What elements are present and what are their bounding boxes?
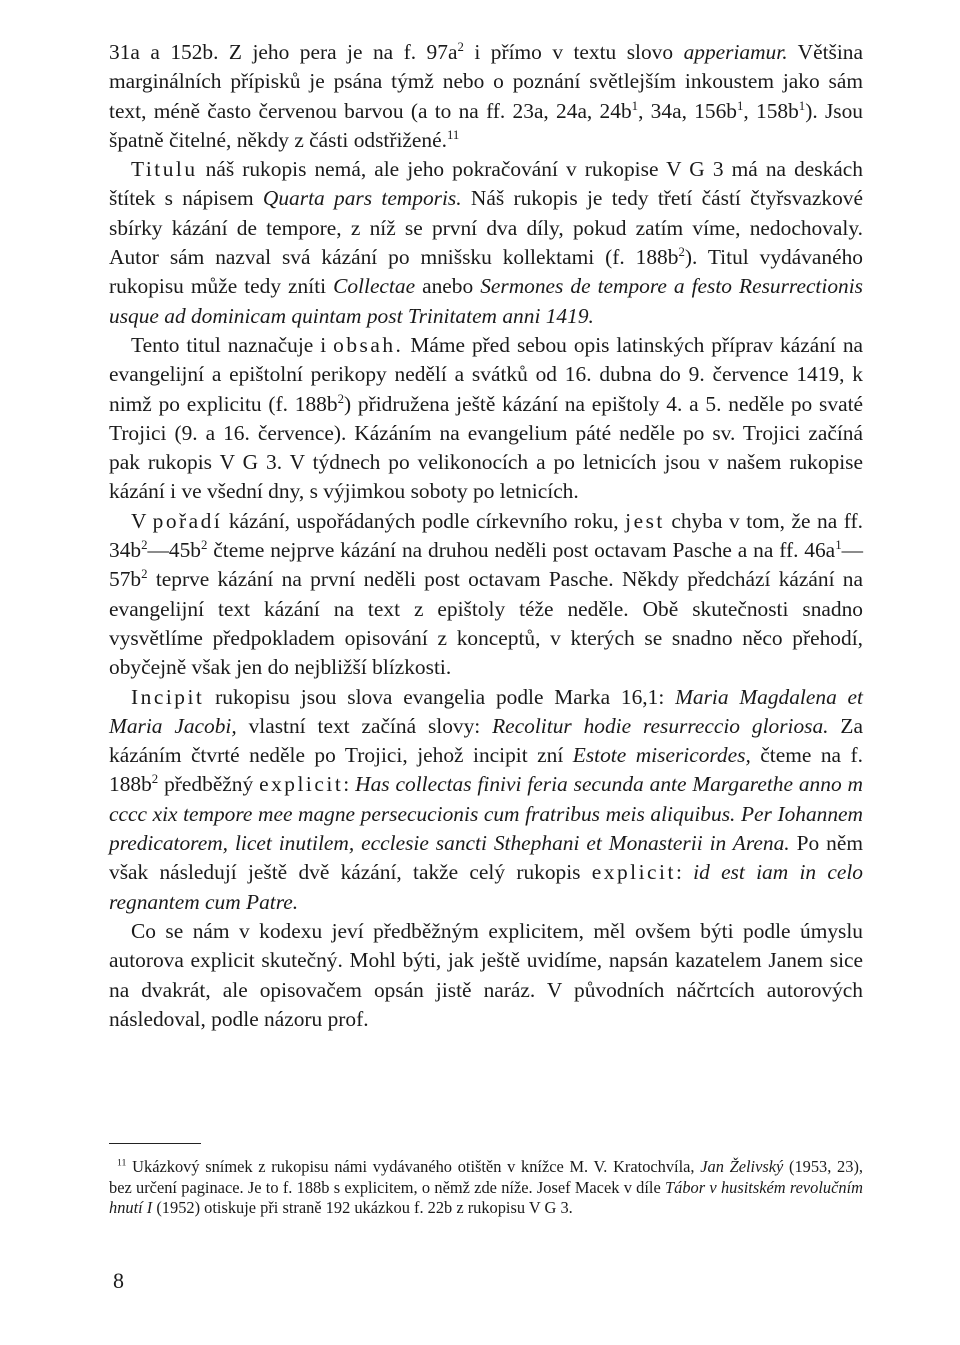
superscript: 2 <box>151 772 159 787</box>
spaced-text: Incipit <box>131 684 205 709</box>
text-run: rukopisu jsou slova evangelia podle Marka 16,1: <box>204 684 676 709</box>
superscript: 2 <box>201 537 208 552</box>
italic-text: Estote misericordes, <box>572 743 751 768</box>
text-run: , 34a, 156b <box>638 98 737 123</box>
italic-text: id est iam in celo regnantem cum Patre. <box>109 860 863 914</box>
paragraph-1 <box>109 38 863 155</box>
superscript: 2 <box>141 567 148 582</box>
paragraph-3 <box>109 331 863 507</box>
spaced-text: pořadí <box>152 508 223 533</box>
text-run: teprve kázání na první neděli post octavam Pasche. Někdy předchází kázání na evangelijní text kázání na text z epištoly téže neděle. Obě skutečnosti snadno vysvětlíme předpokladem opisování z konceptů, v kterých se snadno něco přehodí, obyčejně však jen do nejbližší blízkosti. <box>109 567 863 680</box>
text-run: Co se nám v kodexu jeví předběžným explicitem, měl ovšem býti podle úmyslu autorova explicit skutečný. Mohl býti, jak ještě uvidíme, napsán kazatelem Janem sice na dvakrát, ale opisovačem opsán jistě naráz. V původních náčrtcích autorových následoval, podle názoru prof. <box>109 918 863 1031</box>
text-run: chyba v tom, že na ff. 34b <box>109 508 863 563</box>
spaced-text: Titulu <box>131 157 198 182</box>
text-run: Tento titul naznačuje i <box>131 332 334 357</box>
text-run: , 158b <box>743 98 799 123</box>
text-run: Po něm však následují ještě dvě kázání, takže celý rukopis <box>109 831 863 885</box>
text-run: V <box>131 508 153 533</box>
main-text <box>109 38 863 1034</box>
paragraph-2 <box>109 155 863 331</box>
text-run: 31a a 152b. Z jeho pera je na f. 97a <box>109 40 458 64</box>
italic-text: Collectae <box>333 274 416 299</box>
text-run: náš rukopis nemá, ale jeho pokračování v rukopise V G 3 má na deskách štítek s nápisem <box>109 157 863 211</box>
footnote <box>109 1157 863 1219</box>
text-run: předběžný <box>158 772 260 797</box>
superscript: 2 <box>141 537 148 552</box>
text-run: vlastní text začíná slovy: <box>236 713 493 738</box>
text-run: ) přidružena ještě kázání na epištoly 4. a 5. neděle po svaté Trojici (9. a 16. července). Kázáním na evangelium páté neděle po sv. Trojici začíná pak rukopis V G 3. V týdnech po velikonocích a po letnicích jsou v našem rukopise kázání i ve všední dny, s výjimkou soboty po letnicích. <box>109 391 864 504</box>
text-run: —57b <box>109 538 863 592</box>
text-run: : <box>343 772 356 797</box>
italic-text: Maria Magdalena et Maria Jacobi, <box>109 684 863 738</box>
text-run: ). Titul vydávaného rukopisu může tedy zníti <box>109 245 863 299</box>
text-run: Náš rukopis je tedy třetí částí čtyřsvazkové sbírky kázání de tempore, z níž se první dva díly, pokud zatím víme, nedochovaly. Autor sám nazval svá kázání po mnišsku kollektami (f. 188b <box>109 186 863 270</box>
spaced-text: explicit <box>591 860 676 885</box>
superscript: 1 <box>631 98 639 113</box>
superscript: 11 <box>446 127 460 142</box>
text-run: Za kázáním čtvrté neděle po Trojici, jehož incipit zní <box>109 713 863 768</box>
paragraph-5 <box>109 683 863 917</box>
text-run: anebo <box>415 274 481 299</box>
italic-text: Sermones de tempore a festo Resurrectionis usque ad dominicam quintam post Trinitatem anni 1419. <box>109 274 863 328</box>
text-run: —45b <box>147 538 201 563</box>
superscript: 1 <box>798 98 806 113</box>
text-run: čteme na f. 188b <box>109 743 863 797</box>
paragraph-6 <box>109 917 863 1034</box>
text-run: Většina marginálních přípisků je psána týmž nebo o poznání světlejším inkoustem jako sám text, méně často červenou barvou (a to na ff. 23a, 24a, 24b <box>109 40 863 123</box>
footnote-rule <box>109 1143 201 1144</box>
text-run: čteme nejprve kázání na druhou neděli post octavam Pasche a na ff. 46a <box>207 538 836 563</box>
italic-text: apperiamur. <box>683 40 788 64</box>
text-run: i přímo v textu slovo <box>463 40 684 64</box>
text-run: (1953, 23), bez určení paginace. Je to f. 188b s explicitem, o němž zde níže. Josef Macek v díle <box>109 1157 863 1197</box>
italic-text: Jan Želivský <box>700 1157 784 1176</box>
superscript: 1 <box>835 537 842 552</box>
page-number: 8 <box>113 1268 124 1293</box>
superscript: 2 <box>678 244 685 259</box>
superscript: 2 <box>337 391 344 406</box>
paragraph-4 <box>109 507 863 683</box>
superscript: 2 <box>457 39 464 54</box>
italic-text: Tábor v husitském revolučním hnutí I <box>109 1177 863 1218</box>
spaced-text: explicit <box>259 772 344 797</box>
superscript: 11 <box>117 1157 127 1169</box>
spaced-text: obsah. <box>333 332 404 357</box>
text-run: Ukázkový snímek z rukopisu námi vydávaného otištěn v knížce M. V. Kratochvíla, <box>126 1157 701 1176</box>
text-run: ). Jsou špatně čitelné, někdy z části odstřižené. <box>109 98 863 152</box>
text-run: Máme před sebou opis latinských příprav kázání na evangelijní a epištolní perikopy nedělí a svátků od 16. dubna do 9. července 1419, k nimž po explicitu (f. 188b <box>109 332 864 416</box>
italic-text: Recolitur hodie resurreccio gloriosa. <box>492 713 829 738</box>
superscript: 1 <box>736 98 744 113</box>
text-run: kázání, uspořádaných podle církevního roku, <box>222 508 626 533</box>
spaced-text: jest <box>625 508 665 533</box>
italic-text: Quarta pars temporis. <box>262 186 462 211</box>
text-run: : <box>675 860 694 885</box>
text-run: (1952) otiskuje při straně 192 ukázkou f. 22b z rukopisu V G 3. <box>152 1198 573 1218</box>
italic-text: Has collectas finivi feria secunda ante Margarethe anno m cccc xix tempore mee magne persecucionis cum fratribus meis aliquibus. Per Iohannem predicatorem, licet inutilem, ecclesie sancti Sthephani et Monasterii in Arena. <box>109 772 863 856</box>
